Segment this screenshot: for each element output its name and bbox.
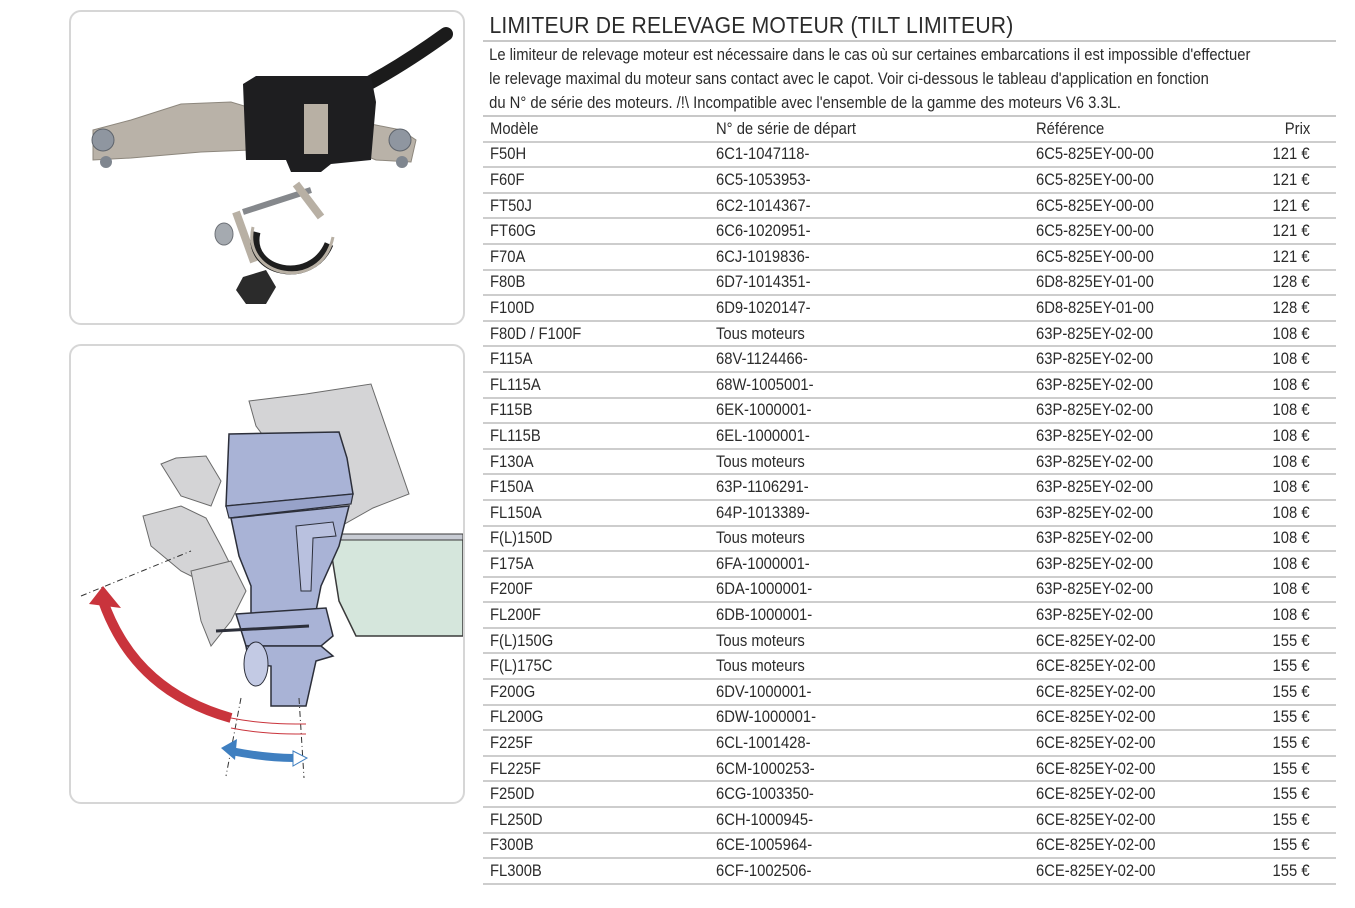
- serial-cell: 6C1-1047118-: [709, 142, 1029, 168]
- serial-cell: Tous moteurs: [709, 321, 1029, 347]
- table-row: [483, 423, 1336, 449]
- model-cell: F60F: [483, 167, 709, 193]
- model-cell: F150A: [483, 474, 709, 500]
- page-title: LIMITEUR DE RELEVAGE MOTEUR (TILT LIMITEUR): [489, 12, 1014, 38]
- description: [483, 42, 1342, 115]
- serial-cell: 64P-1013389-: [709, 500, 1029, 526]
- model-cell: F225F: [483, 730, 709, 756]
- serial-cell: 6C5-1053953-: [709, 167, 1029, 193]
- price-cell: 155 €: [1202, 730, 1336, 756]
- tilt-diagram-panel: [69, 344, 465, 804]
- model-cell: F200G: [483, 679, 709, 705]
- price-cell: 108 €: [1202, 474, 1336, 500]
- price-cell: 155 €: [1202, 833, 1336, 859]
- description-line: le relevage maximal du moteur sans contact avec le capot. Voir ci-dessous le tableau d'application en fonction: [489, 69, 1209, 88]
- model-cell: F(L)150D: [483, 526, 709, 552]
- price-cell: 155 €: [1202, 756, 1336, 782]
- table-row: [483, 807, 1336, 833]
- serial-cell: 6DB-1000001-: [709, 602, 1029, 628]
- table-row: [483, 346, 1336, 372]
- price-cell: 108 €: [1202, 602, 1336, 628]
- serial-cell: 6EK-1000001-: [709, 398, 1029, 424]
- model-cell: F(L)175C: [483, 653, 709, 679]
- product-photo-panel: [69, 10, 465, 325]
- table-row: [483, 526, 1336, 552]
- reference-cell: 63P-825EY-02-00: [1029, 551, 1202, 577]
- table-row: [483, 653, 1336, 679]
- model-cell: F130A: [483, 449, 709, 475]
- table-row: [483, 781, 1336, 807]
- model-cell: F200F: [483, 577, 709, 603]
- price-cell: 155 €: [1202, 705, 1336, 731]
- table-row: [483, 730, 1336, 756]
- serial-cell: Tous moteurs: [709, 653, 1029, 679]
- serial-cell: 6CE-1005964-: [709, 833, 1029, 859]
- serial-cell: 6DA-1000001-: [709, 577, 1029, 603]
- model-cell: FL250D: [483, 807, 709, 833]
- reference-cell: 63P-825EY-02-00: [1029, 423, 1202, 449]
- model-cell: F300B: [483, 833, 709, 859]
- serial-cell: 6D7-1014351-: [709, 270, 1029, 296]
- table-row: [483, 705, 1336, 731]
- model-cell: FL115B: [483, 423, 709, 449]
- model-cell: FL200F: [483, 602, 709, 628]
- table-row: [483, 628, 1336, 654]
- price-cell: 155 €: [1202, 653, 1336, 679]
- model-cell: FT50J: [483, 193, 709, 219]
- model-cell: F70A: [483, 244, 709, 270]
- reference-cell: 63P-825EY-02-00: [1029, 321, 1202, 347]
- serial-cell: 68V-1124466-: [709, 346, 1029, 372]
- table-row: [483, 193, 1336, 219]
- price-cell: 108 €: [1202, 398, 1336, 424]
- reference-cell: 6CE-825EY-02-00: [1029, 705, 1202, 731]
- model-cell: FL115A: [483, 372, 709, 398]
- table-row: [483, 398, 1336, 424]
- table-row: [483, 551, 1336, 577]
- model-cell: FL225F: [483, 756, 709, 782]
- model-cell: F(L)150G: [483, 628, 709, 654]
- reference-cell: 63P-825EY-02-00: [1029, 398, 1202, 424]
- table-row: [483, 449, 1336, 475]
- serial-cell: 6DV-1000001-: [709, 679, 1029, 705]
- reference-cell: 6D8-825EY-01-00: [1029, 295, 1202, 321]
- model-cell: FL150A: [483, 500, 709, 526]
- model-cell: F250D: [483, 781, 709, 807]
- outboard-tilt-diagram: [71, 346, 465, 804]
- serial-cell: 6DW-1000001-: [709, 705, 1029, 731]
- price-cell: 108 €: [1202, 346, 1336, 372]
- reference-cell: 6C5-825EY-00-00: [1029, 218, 1202, 244]
- reference-cell: 6C5-825EY-00-00: [1029, 142, 1202, 168]
- reference-cell: 63P-825EY-02-00: [1029, 602, 1202, 628]
- model-cell: F80B: [483, 270, 709, 296]
- price-cell: 121 €: [1202, 142, 1336, 168]
- model-cell: F50H: [483, 142, 709, 168]
- serial-cell: 68W-1005001-: [709, 372, 1029, 398]
- serial-cell: 6D9-1020147-: [709, 295, 1029, 321]
- description-line: du N° de série des moteurs. /!\ Incompatible avec l'ensemble de la gamme des moteurs V6 3.3L.: [489, 93, 1121, 112]
- model-cell: FL300B: [483, 858, 709, 884]
- price-cell: 108 €: [1202, 372, 1336, 398]
- application-table: [483, 117, 1336, 885]
- reference-cell: 6C5-825EY-00-00: [1029, 244, 1202, 270]
- model-cell: F100D: [483, 295, 709, 321]
- column-header-serial: N° de série de départ: [709, 117, 1029, 142]
- reference-cell: 63P-825EY-02-00: [1029, 474, 1202, 500]
- reference-cell: 6CE-825EY-02-00: [1029, 833, 1202, 859]
- reference-cell: 6C5-825EY-00-00: [1029, 193, 1202, 219]
- price-cell: 108 €: [1202, 321, 1336, 347]
- serial-cell: 63P-1106291-: [709, 474, 1029, 500]
- table-row: [483, 474, 1336, 500]
- model-cell: F175A: [483, 551, 709, 577]
- reference-cell: 63P-825EY-02-00: [1029, 346, 1202, 372]
- reference-cell: 6CE-825EY-02-00: [1029, 781, 1202, 807]
- table-header-row: [483, 117, 1336, 142]
- model-cell: F115A: [483, 346, 709, 372]
- price-cell: 121 €: [1202, 218, 1336, 244]
- serial-cell: 6CG-1003350-: [709, 781, 1029, 807]
- price-cell: 108 €: [1202, 577, 1336, 603]
- product-content: [483, 8, 1336, 885]
- price-cell: 155 €: [1202, 628, 1336, 654]
- table-row: [483, 858, 1336, 884]
- reference-cell: 63P-825EY-02-00: [1029, 500, 1202, 526]
- table-row: [483, 295, 1336, 321]
- table-row: [483, 142, 1336, 168]
- model-cell: F80D / F100F: [483, 321, 709, 347]
- reference-cell: 6CE-825EY-02-00: [1029, 756, 1202, 782]
- reference-cell: 6CE-825EY-02-00: [1029, 807, 1202, 833]
- serial-cell: 6CM-1000253-: [709, 756, 1029, 782]
- serial-cell: Tous moteurs: [709, 449, 1029, 475]
- table-row: [483, 756, 1336, 782]
- table-row: [483, 833, 1336, 859]
- price-cell: 155 €: [1202, 807, 1336, 833]
- tilt-limiter-kit-image: [71, 12, 465, 325]
- table-row: [483, 218, 1336, 244]
- price-cell: 121 €: [1202, 167, 1336, 193]
- column-header-price: Prix: [1202, 117, 1336, 142]
- reference-cell: 6CE-825EY-02-00: [1029, 858, 1202, 884]
- table-row: [483, 679, 1336, 705]
- table-row: [483, 321, 1336, 347]
- reference-cell: 6CE-825EY-02-00: [1029, 679, 1202, 705]
- serial-cell: 6CH-1000945-: [709, 807, 1029, 833]
- reference-cell: 6C5-825EY-00-00: [1029, 167, 1202, 193]
- serial-cell: Tous moteurs: [709, 628, 1029, 654]
- column-header-reference: Référence: [1029, 117, 1202, 142]
- table-row: [483, 270, 1336, 296]
- serial-cell: 6C2-1014367-: [709, 193, 1029, 219]
- reference-cell: 6CE-825EY-02-00: [1029, 628, 1202, 654]
- model-cell: FT60G: [483, 218, 709, 244]
- serial-cell: Tous moteurs: [709, 526, 1029, 552]
- model-cell: F115B: [483, 398, 709, 424]
- table-row: [483, 577, 1336, 603]
- table-row: [483, 500, 1336, 526]
- price-cell: 108 €: [1202, 500, 1336, 526]
- reference-cell: 6D8-825EY-01-00: [1029, 270, 1202, 296]
- serial-cell: 6CL-1001428-: [709, 730, 1029, 756]
- description-line: Le limiteur de relevage moteur est nécessaire dans le cas où sur certaines embarcations il est impossible d'effectuer: [489, 45, 1251, 64]
- serial-cell: 6EL-1000001-: [709, 423, 1029, 449]
- reference-cell: 63P-825EY-02-00: [1029, 526, 1202, 552]
- price-cell: 108 €: [1202, 551, 1336, 577]
- column-header-model: Modèle: [483, 117, 709, 142]
- table-row: [483, 167, 1336, 193]
- reference-cell: 63P-825EY-02-00: [1029, 372, 1202, 398]
- price-cell: 121 €: [1202, 193, 1336, 219]
- table-row: [483, 602, 1336, 628]
- serial-cell: 6CJ-1019836-: [709, 244, 1029, 270]
- serial-cell: 6CF-1002506-: [709, 858, 1029, 884]
- serial-cell: 6C6-1020951-: [709, 218, 1029, 244]
- reference-cell: 63P-825EY-02-00: [1029, 577, 1202, 603]
- serial-cell: 6FA-1000001-: [709, 551, 1029, 577]
- table-row: [483, 372, 1336, 398]
- price-cell: 108 €: [1202, 423, 1336, 449]
- table-body: [483, 142, 1336, 884]
- table-row: [483, 244, 1336, 270]
- price-cell: 128 €: [1202, 295, 1336, 321]
- reference-cell: 6CE-825EY-02-00: [1029, 730, 1202, 756]
- price-cell: 155 €: [1202, 781, 1336, 807]
- price-cell: 128 €: [1202, 270, 1336, 296]
- price-cell: 121 €: [1202, 244, 1336, 270]
- price-cell: 108 €: [1202, 449, 1336, 475]
- reference-cell: 6CE-825EY-02-00: [1029, 653, 1202, 679]
- reference-cell: 63P-825EY-02-00: [1029, 449, 1202, 475]
- model-cell: FL200G: [483, 705, 709, 731]
- price-cell: 108 €: [1202, 526, 1336, 552]
- price-cell: 155 €: [1202, 679, 1336, 705]
- price-cell: 155 €: [1202, 858, 1336, 884]
